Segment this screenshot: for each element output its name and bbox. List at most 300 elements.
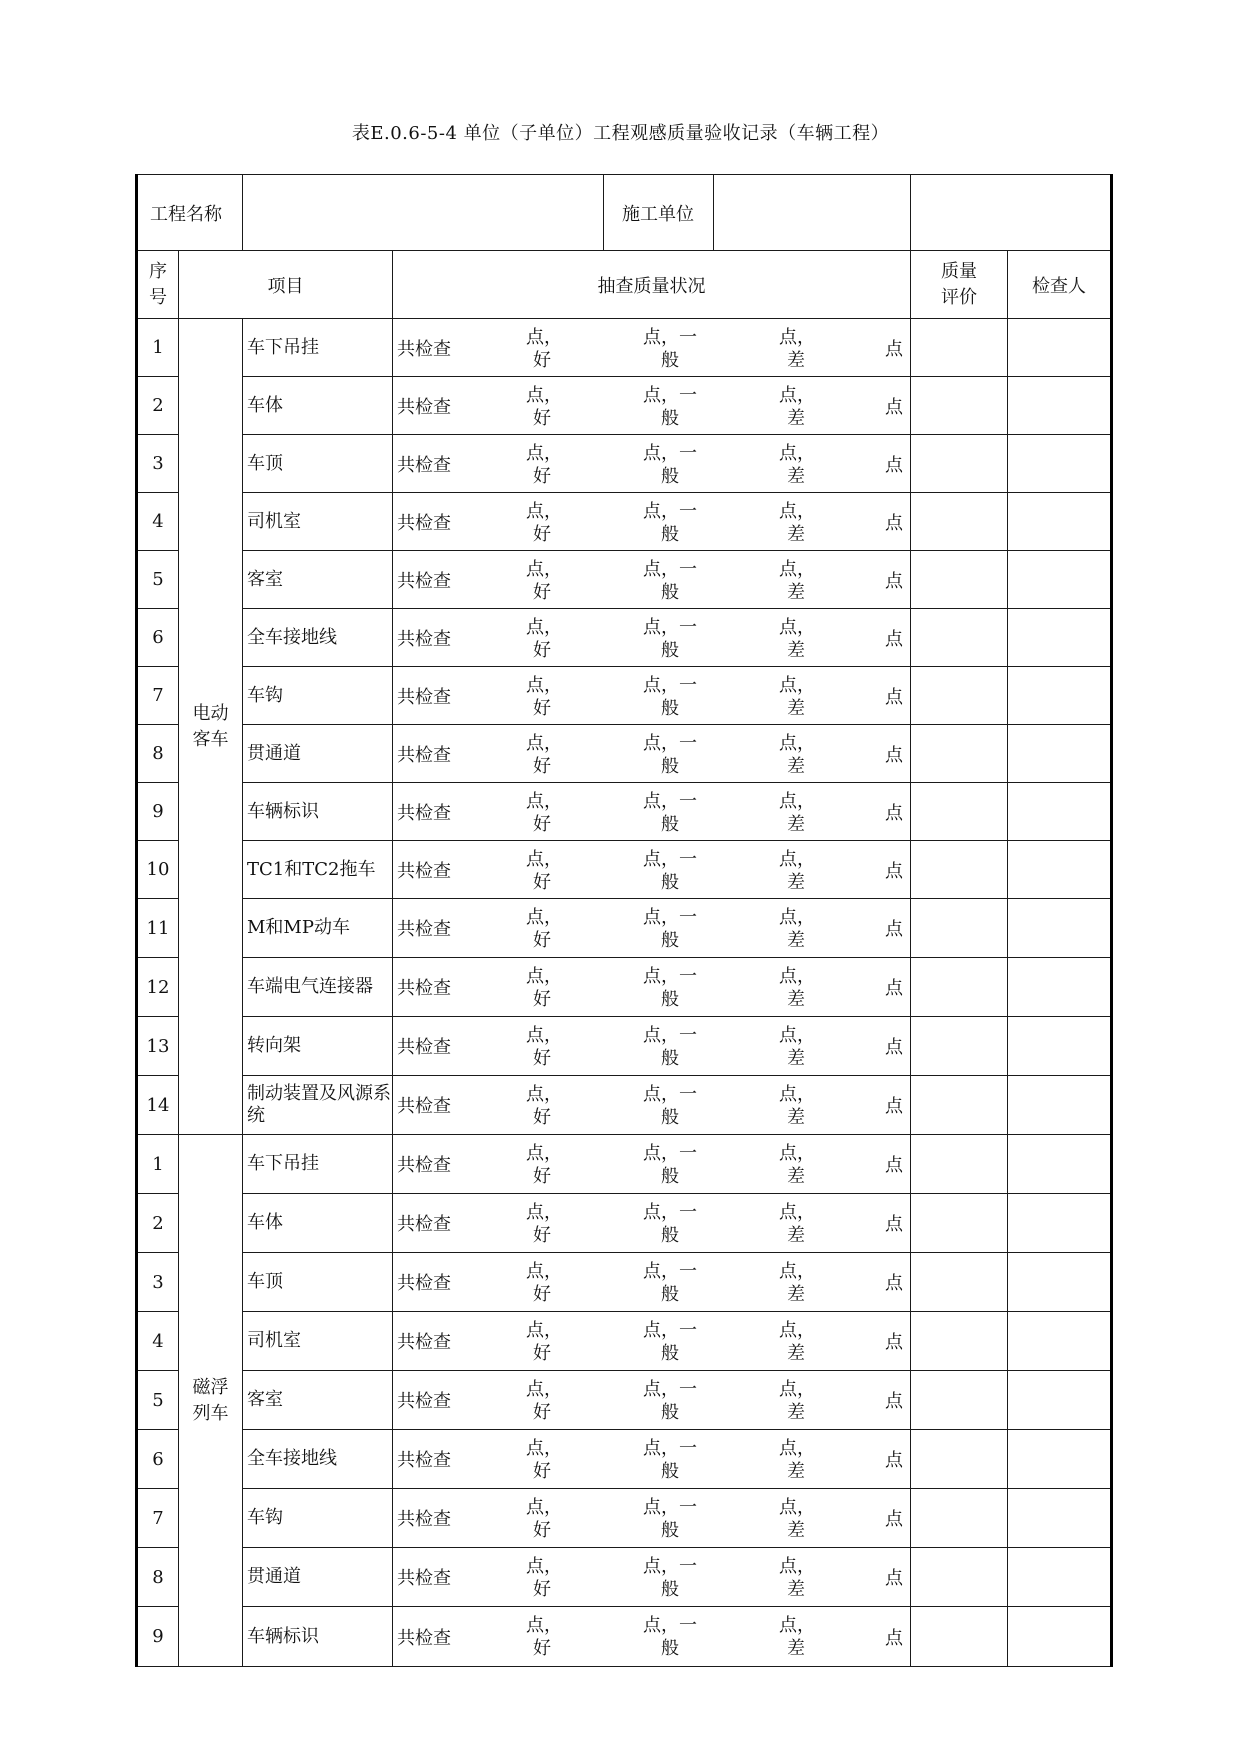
item-name: 客室 — [243, 1371, 393, 1430]
check-good-label: 好 — [533, 524, 551, 545]
quality-rating-cell[interactable] — [911, 435, 1008, 493]
check-bad-label: 差 — [787, 872, 805, 893]
check-points: 点， — [526, 675, 562, 696]
inspector-cell[interactable] — [1008, 899, 1112, 958]
check-status — [393, 1489, 911, 1548]
row-number: 5 — [137, 551, 179, 609]
check-bad-label: 差 — [787, 350, 805, 371]
check-good-label: 好 — [533, 1402, 551, 1423]
check-good-label: 好 — [533, 1638, 551, 1659]
check-good-label: 好 — [533, 1343, 551, 1364]
check-total-label: 共检查 — [397, 1509, 451, 1530]
rating-header: 质量 评价 — [911, 251, 1008, 319]
check-total-label: 共检查 — [397, 1155, 451, 1176]
check-status — [393, 609, 911, 667]
check-normal-label: 般 — [661, 1107, 679, 1128]
row-number: 6 — [137, 609, 179, 667]
check-points: 点， — [526, 733, 562, 754]
check-good-label: 好 — [533, 698, 551, 719]
table-row — [137, 1017, 1112, 1076]
check-points: 点， — [526, 1379, 562, 1400]
group-label-line: 电动 — [192, 702, 229, 724]
item-name: 贯通道 — [243, 1548, 393, 1607]
check-total-label: 共检查 — [397, 802, 451, 824]
table-row — [137, 1253, 1112, 1312]
check-points: 点， — [526, 849, 562, 870]
item-name: TC1和TC2拖车 — [243, 841, 393, 899]
check-good-label: 好 — [533, 640, 551, 661]
quality-rating-cell[interactable] — [911, 1371, 1008, 1430]
check-points: 点， — [779, 1084, 815, 1105]
check-points: 点，一 — [643, 1438, 697, 1459]
table-row — [137, 1430, 1112, 1489]
table-row — [137, 1076, 1112, 1135]
table-row — [137, 1548, 1112, 1607]
inspector-cell[interactable] — [1008, 1076, 1112, 1135]
check-bad-label: 差 — [787, 814, 805, 835]
inspector-cell[interactable] — [1008, 1135, 1112, 1194]
check-status — [393, 493, 911, 551]
check-good-label: 好 — [533, 1166, 551, 1187]
check-status — [393, 1194, 911, 1253]
table-row — [137, 435, 1112, 493]
item-name: 车顶 — [243, 1253, 393, 1312]
check-status — [393, 551, 911, 609]
check-normal-label: 般 — [661, 1461, 679, 1482]
check-status — [393, 1607, 911, 1667]
check-points: 点 — [885, 802, 903, 824]
check-total-label: 共检查 — [397, 1391, 451, 1412]
inspector-cell[interactable] — [1008, 667, 1112, 725]
item-header: 项目 — [179, 251, 393, 319]
check-points: 点 — [885, 1096, 903, 1117]
check-bad-label: 差 — [787, 524, 805, 545]
check-points: 点 — [885, 1391, 903, 1412]
quality-rating-cell[interactable] — [911, 1489, 1008, 1548]
table-row — [137, 1194, 1112, 1253]
check-good-label: 好 — [533, 872, 551, 893]
check-normal-label: 般 — [661, 1638, 679, 1659]
check-points: 点 — [885, 1627, 903, 1649]
table-row — [137, 319, 1112, 377]
inspector-cell[interactable] — [1008, 1430, 1112, 1489]
construction-unit-value[interactable] — [911, 175, 1112, 251]
check-status — [393, 783, 911, 841]
check-status — [393, 1076, 911, 1135]
check-points: 点 — [885, 919, 903, 940]
group-label — [179, 1135, 243, 1667]
acceptance-table — [135, 174, 1113, 1667]
row-number: 8 — [137, 1548, 179, 1607]
check-points: 点， — [779, 1025, 815, 1046]
check-bad-label: 差 — [787, 1284, 805, 1305]
quality-rating-cell[interactable] — [911, 1017, 1008, 1076]
check-status — [393, 725, 911, 783]
check-points: 点，一 — [643, 385, 697, 406]
row-number: 8 — [137, 725, 179, 783]
inspector-cell[interactable] — [1008, 1489, 1112, 1548]
check-status — [393, 899, 911, 958]
check-points: 点， — [526, 1084, 562, 1105]
check-total-label: 共检查 — [397, 919, 451, 940]
quality-rating-cell[interactable] — [911, 1135, 1008, 1194]
quality-rating-cell[interactable] — [911, 725, 1008, 783]
quality-rating-cell[interactable] — [911, 899, 1008, 958]
check-points: 点，一 — [643, 1497, 697, 1518]
check-points: 点， — [526, 1615, 562, 1636]
check-normal-label: 般 — [661, 408, 679, 429]
quality-rating-cell[interactable] — [911, 1607, 1008, 1667]
inspector-cell[interactable] — [1008, 783, 1112, 841]
check-points: 点 — [885, 1214, 903, 1235]
check-points: 点， — [526, 907, 562, 928]
quality-rating-cell[interactable] — [911, 377, 1008, 435]
check-bad-label: 差 — [787, 1520, 805, 1541]
row-number: 5 — [137, 1371, 179, 1430]
check-points: 点， — [779, 1615, 815, 1636]
check-bad-label: 差 — [787, 989, 805, 1010]
construction-unit-label: 施工单位 — [603, 175, 714, 250]
check-points: 点 — [885, 860, 903, 882]
inspector-cell[interactable] — [1008, 1017, 1112, 1076]
check-total-label: 共检查 — [397, 1450, 451, 1471]
check-points: 点，一 — [643, 617, 697, 638]
item-name: 转向架 — [243, 1017, 393, 1076]
check-points: 点， — [779, 1261, 815, 1282]
item-name: 车钩 — [243, 667, 393, 725]
inspector-cell[interactable] — [1008, 1371, 1112, 1430]
check-total-label: 共检查 — [397, 338, 451, 360]
check-points: 点 — [885, 1568, 903, 1589]
check-good-label: 好 — [533, 756, 551, 777]
inspector-cell[interactable] — [1008, 958, 1112, 1017]
check-total-label: 共检查 — [397, 454, 451, 476]
check-bad-label: 差 — [787, 466, 805, 487]
row-number: 3 — [137, 435, 179, 493]
check-points: 点，一 — [643, 733, 697, 754]
inspector-header: 检查人 — [1008, 251, 1112, 319]
item-name: 贯通道 — [243, 725, 393, 783]
item-name: M和MP动车 — [243, 899, 393, 958]
check-points: 点，一 — [643, 443, 697, 464]
table-row — [137, 609, 1112, 667]
row-number: 2 — [137, 377, 179, 435]
check-good-label: 好 — [533, 582, 551, 603]
check-bad-label: 差 — [787, 408, 805, 429]
check-bad-label: 差 — [787, 1225, 805, 1246]
check-points: 点，一 — [643, 1379, 697, 1400]
check-points: 点， — [779, 443, 815, 464]
item-name: 车端电气连接器 — [243, 958, 393, 1017]
inspector-cell[interactable] — [1008, 551, 1112, 609]
check-points: 点，一 — [643, 1084, 697, 1105]
check-normal-label: 般 — [661, 524, 679, 545]
check-points: 点， — [526, 1261, 562, 1282]
check-status — [393, 435, 911, 493]
check-bad-label: 差 — [787, 1343, 805, 1364]
inspector-cell[interactable] — [1008, 725, 1112, 783]
check-points: 点， — [779, 501, 815, 522]
inspector-cell[interactable] — [1008, 1253, 1112, 1312]
check-points: 点， — [779, 1497, 815, 1518]
row-number: 10 — [137, 841, 179, 899]
item-name: 制动装置及风源系统 — [243, 1076, 393, 1135]
quality-rating-cell[interactable] — [911, 551, 1008, 609]
table-row — [137, 725, 1112, 783]
check-points: 点，一 — [643, 849, 697, 870]
table-row — [137, 1135, 1112, 1194]
check-normal-label: 般 — [661, 872, 679, 893]
check-good-label: 好 — [533, 814, 551, 835]
check-bad-label: 差 — [787, 1048, 805, 1069]
check-points: 点，一 — [643, 559, 697, 580]
check-good-label: 好 — [533, 1107, 551, 1128]
project-name-field[interactable] — [243, 175, 911, 251]
check-points: 点 — [885, 512, 903, 534]
quality-rating-cell[interactable] — [911, 783, 1008, 841]
check-good-label: 好 — [533, 1579, 551, 1600]
check-normal-label: 般 — [661, 640, 679, 661]
group-label-line: 磁浮 — [192, 1376, 229, 1398]
check-points: 点 — [885, 744, 903, 766]
check-points: 点，一 — [643, 1143, 697, 1164]
table-row — [137, 783, 1112, 841]
check-points: 点， — [779, 966, 815, 987]
inspector-cell[interactable] — [1008, 319, 1112, 377]
check-points: 点， — [526, 1497, 562, 1518]
row-number: 4 — [137, 1312, 179, 1371]
check-points: 点， — [526, 1202, 562, 1223]
check-normal-label: 般 — [661, 1343, 679, 1364]
check-status — [393, 319, 911, 377]
check-status — [393, 1135, 911, 1194]
check-good-label: 好 — [533, 1520, 551, 1541]
check-bad-label: 差 — [787, 930, 805, 951]
quality-rating-cell[interactable] — [911, 841, 1008, 899]
seq-header: 序 号 — [137, 251, 179, 319]
check-points: 点， — [526, 1025, 562, 1046]
check-bad-label: 差 — [787, 756, 805, 777]
check-points: 点， — [526, 1320, 562, 1341]
check-good-label: 好 — [533, 1225, 551, 1246]
status-header: 抽查质量状况 — [393, 251, 911, 319]
check-points: 点，一 — [643, 1320, 697, 1341]
check-points: 点， — [526, 1143, 562, 1164]
check-points: 点， — [779, 1438, 815, 1459]
check-bad-label: 差 — [787, 582, 805, 603]
check-points: 点， — [779, 1556, 815, 1577]
check-points: 点， — [779, 385, 815, 406]
check-points: 点， — [779, 617, 815, 638]
check-normal-label: 般 — [661, 1579, 679, 1600]
check-points: 点，一 — [643, 907, 697, 928]
inspector-cell[interactable] — [1008, 1312, 1112, 1371]
check-status — [393, 1312, 911, 1371]
check-good-label: 好 — [533, 1048, 551, 1069]
check-good-label: 好 — [533, 1284, 551, 1305]
check-points: 点， — [779, 327, 815, 348]
inspector-cell[interactable] — [1008, 377, 1112, 435]
item-name: 车钩 — [243, 1489, 393, 1548]
check-normal-label: 般 — [661, 1520, 679, 1541]
check-points: 点 — [885, 978, 903, 999]
item-name: 车下吊挂 — [243, 1135, 393, 1194]
inspector-cell[interactable] — [1008, 841, 1112, 899]
check-total-label: 共检查 — [397, 1214, 451, 1235]
check-status — [393, 1371, 911, 1430]
check-bad-label: 差 — [787, 698, 805, 719]
item-name: 客室 — [243, 551, 393, 609]
check-points: 点， — [526, 443, 562, 464]
item-name: 车辆标识 — [243, 1607, 393, 1667]
quality-rating-cell[interactable] — [911, 1548, 1008, 1607]
check-status — [393, 1548, 911, 1607]
construction-unit-value-a[interactable] — [713, 175, 910, 250]
check-points: 点 — [885, 1332, 903, 1353]
project-name-value[interactable] — [243, 175, 604, 250]
check-points: 点， — [779, 559, 815, 580]
check-points: 点，一 — [643, 1261, 697, 1282]
project-name-label: 工程名称 — [137, 175, 243, 251]
inspector-cell[interactable] — [1008, 1607, 1112, 1667]
check-normal-label: 般 — [661, 582, 679, 603]
check-points: 点， — [526, 327, 562, 348]
quality-rating-cell[interactable] — [911, 1312, 1008, 1371]
row-number: 2 — [137, 1194, 179, 1253]
inspector-cell[interactable] — [1008, 493, 1112, 551]
check-bad-label: 差 — [787, 1579, 805, 1600]
table-row — [137, 1607, 1112, 1667]
check-points: 点， — [526, 385, 562, 406]
row-number: 14 — [137, 1076, 179, 1135]
table-row — [137, 1371, 1112, 1430]
check-normal-label: 般 — [661, 756, 679, 777]
check-status — [393, 1253, 911, 1312]
check-total-label: 共检查 — [397, 570, 451, 592]
check-points: 点，一 — [643, 791, 697, 812]
check-points: 点， — [526, 966, 562, 987]
item-name: 车体 — [243, 1194, 393, 1253]
check-points: 点， — [526, 791, 562, 812]
check-total-label: 共检查 — [397, 978, 451, 999]
check-points: 点， — [779, 791, 815, 812]
check-bad-label: 差 — [787, 1107, 805, 1128]
quality-rating-cell[interactable] — [911, 667, 1008, 725]
quality-rating-cell[interactable] — [911, 1194, 1008, 1253]
quality-rating-cell[interactable] — [911, 493, 1008, 551]
check-bad-label: 差 — [787, 1638, 805, 1659]
row-number: 1 — [137, 1135, 179, 1194]
row-number: 13 — [137, 1017, 179, 1076]
check-normal-label: 般 — [661, 1225, 679, 1246]
check-good-label: 好 — [533, 930, 551, 951]
table-row — [137, 899, 1112, 958]
check-status — [393, 667, 911, 725]
check-points: 点， — [526, 617, 562, 638]
row-number: 9 — [137, 1607, 179, 1667]
check-points: 点 — [885, 1155, 903, 1176]
check-points: 点 — [885, 570, 903, 592]
check-status — [393, 1430, 911, 1489]
item-name: 车辆标识 — [243, 783, 393, 841]
table-row — [137, 667, 1112, 725]
inspector-cell[interactable] — [1008, 1194, 1112, 1253]
check-total-label: 共检查 — [397, 1037, 451, 1058]
check-points: 点， — [779, 675, 815, 696]
item-name: 车体 — [243, 377, 393, 435]
quality-rating-cell[interactable] — [911, 1430, 1008, 1489]
check-normal-label: 般 — [661, 1402, 679, 1423]
check-points: 点， — [779, 733, 815, 754]
check-normal-label: 般 — [661, 814, 679, 835]
row-number: 12 — [137, 958, 179, 1017]
quality-rating-cell[interactable] — [911, 319, 1008, 377]
check-points: 点， — [779, 1202, 815, 1223]
quality-rating-cell[interactable] — [911, 609, 1008, 667]
check-points: 点 — [885, 1037, 903, 1058]
check-normal-label: 般 — [661, 466, 679, 487]
page-title: 表E.0.6-5-4 单位（子单位）工程观感质量验收记录（车辆工程） — [351, 123, 890, 144]
inspector-cell[interactable] — [1008, 1548, 1112, 1607]
check-bad-label: 差 — [787, 1402, 805, 1423]
check-total-label: 共检查 — [397, 860, 451, 882]
check-normal-label: 般 — [661, 1284, 679, 1305]
check-points: 点 — [885, 628, 903, 650]
check-points: 点， — [779, 1320, 815, 1341]
check-normal-label: 般 — [661, 989, 679, 1010]
check-points: 点， — [526, 1556, 562, 1577]
item-name: 司机室 — [243, 493, 393, 551]
check-normal-label: 般 — [661, 698, 679, 719]
check-points: 点 — [885, 686, 903, 708]
inspector-cell[interactable] — [1008, 435, 1112, 493]
check-total-label: 共检查 — [397, 744, 451, 766]
quality-rating-cell[interactable] — [911, 1253, 1008, 1312]
check-normal-label: 般 — [661, 1166, 679, 1187]
check-points: 点， — [526, 559, 562, 580]
check-normal-label: 般 — [661, 350, 679, 371]
check-good-label: 好 — [533, 408, 551, 429]
check-points: 点，一 — [643, 1615, 697, 1636]
check-status — [393, 1017, 911, 1076]
check-points: 点， — [779, 907, 815, 928]
check-total-label: 共检查 — [397, 512, 451, 534]
check-good-label: 好 — [533, 466, 551, 487]
table-row — [137, 377, 1112, 435]
check-total-label: 共检查 — [397, 1273, 451, 1294]
check-points: 点， — [779, 849, 815, 870]
check-status — [393, 377, 911, 435]
check-points: 点， — [779, 1143, 815, 1164]
table-row — [137, 493, 1112, 551]
check-points: 点，一 — [643, 501, 697, 522]
column-header-row — [137, 251, 1112, 319]
check-total-label: 共检查 — [397, 1627, 451, 1649]
check-points: 点 — [885, 338, 903, 360]
row-number: 6 — [137, 1430, 179, 1489]
check-points: 点 — [885, 1509, 903, 1530]
check-points: 点 — [885, 1273, 903, 1294]
quality-rating-cell[interactable] — [911, 1076, 1008, 1135]
item-name: 车顶 — [243, 435, 393, 493]
check-points: 点，一 — [643, 1556, 697, 1577]
quality-rating-cell[interactable] — [911, 958, 1008, 1017]
inspector-cell[interactable] — [1008, 609, 1112, 667]
check-good-label: 好 — [533, 1461, 551, 1482]
check-points: 点，一 — [643, 966, 697, 987]
check-status — [393, 841, 911, 899]
group-label — [179, 319, 243, 1135]
